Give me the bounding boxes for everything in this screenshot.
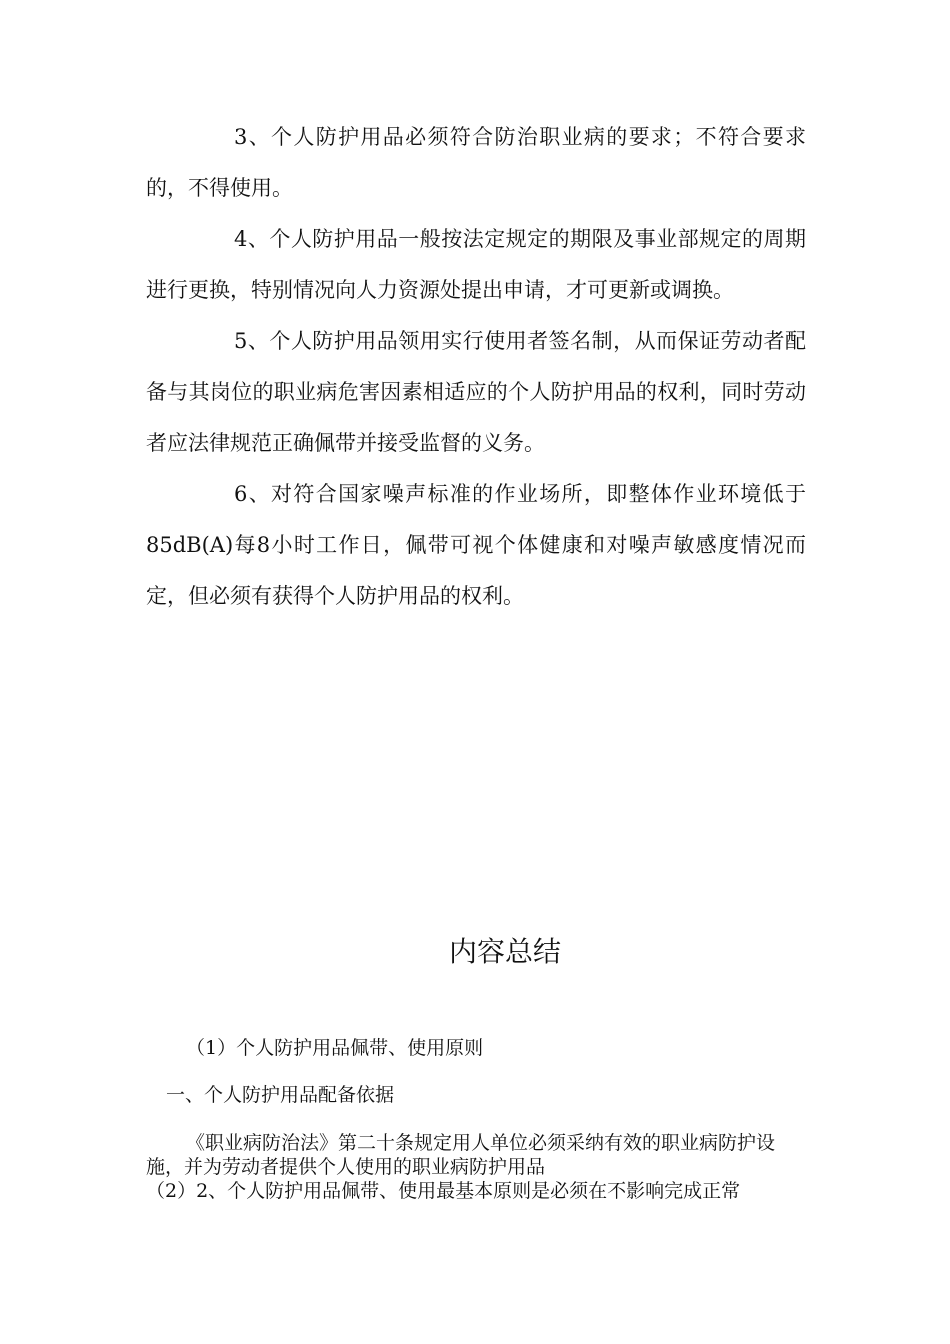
body-paragraph-5: 5、个人防护用品领用实行使用者签名制，从而保证劳动者配备与其岗位的职业病危害因素相适应的个人防护用品的权利，同时劳动者应法律规范正确佩带并接受监督的义务。 <box>146 329 806 455</box>
summary-line-3: 《职业病防治法》第二十条规定用人单位必须采纳有效的职业病防护设施，并为劳动者提供个人使用的职业病防护用品 <box>146 1132 776 1178</box>
summary-title: 内容总结 <box>448 935 561 968</box>
body-paragraph-4: 4、个人防护用品一般按法定规定的期限及事业部规定的周期进行更换，特别情况向人力资源处提出申请，才可更新或调换。 <box>146 227 806 302</box>
body-paragraph-6: 6、对符合国家噪声标准的作业场所，即整体作业环境低于85dB(A)每8小时工作日，佩带可视个体健康和对噪声敏感度情况而定，但必须有获得个人防护用品的权利。 <box>146 482 806 608</box>
summary-line-4: （2）2、个人防护用品佩带、使用最基本原则是必须在不影响完成正常 <box>146 1180 741 1202</box>
body-paragraph-3: 3、个人防护用品必须符合防治职业病的要求；不符合要求的，不得使用。 <box>146 125 806 200</box>
summary-line-2: 一、个人防护用品配备依据 <box>166 1084 395 1106</box>
summary-line-1: （1）个人防护用品佩带、使用原则 <box>186 1037 484 1059</box>
